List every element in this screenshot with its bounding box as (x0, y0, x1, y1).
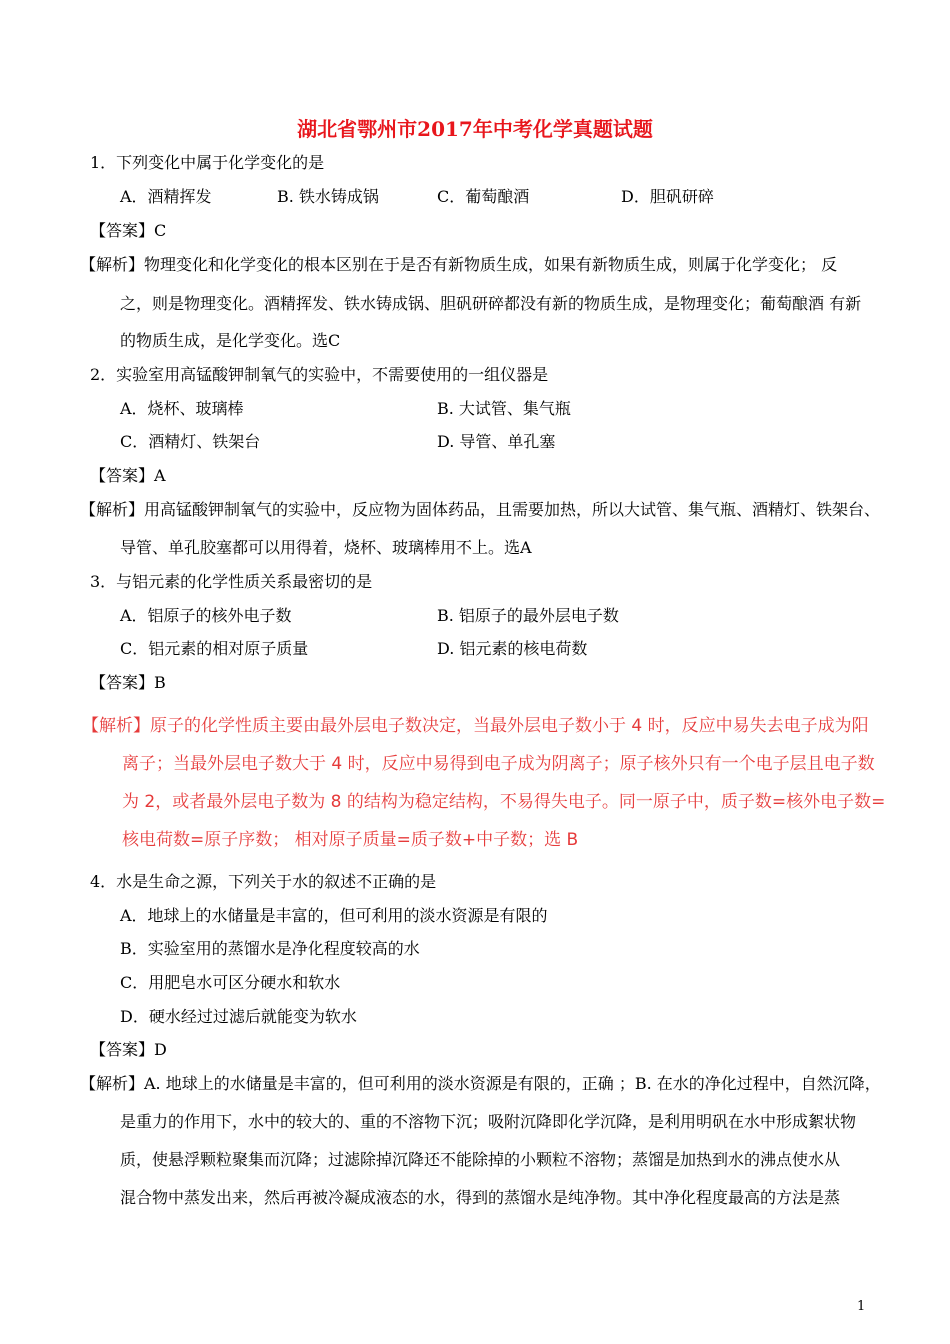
q3-option-d: D. 铝元素的核电荷数 (437, 639, 588, 658)
q3-analysis-line: 离子；当最外层电子数大于 4 时，反应中易得到电子成为阴离子；原子核外只有一个电子层且电子数 (122, 754, 875, 774)
q1-analysis-line: 【解析】物理变化和化学变化的根本区别在于是否有新物质生成，如果有新物质生成，则属于化学变化； 反 (80, 255, 838, 274)
q2-option-c: C．酒精灯、铁架台 (120, 432, 261, 451)
question-3-stem: 3．与铝元素的化学性质关系最密切的是 (90, 572, 373, 591)
q4-option-b: B．实验室用的蒸馏水是净化程度较高的水 (120, 939, 420, 958)
q3-answer: 【答案】B (90, 673, 166, 692)
q1-option-d: D．胆矾研碎 (621, 187, 714, 206)
page-number: 1 (857, 1299, 866, 1314)
q2-analysis-line: 导管、单孔胶塞都可以用得着，烧杯、玻璃棒用不上。选A (120, 538, 532, 557)
q4-analysis-line: 质，使悬浮颗粒聚集而沉降；过滤除掉沉降还不能除掉的小颗粒不溶物；蒸馏是加热到水的沸点使水从 (120, 1150, 841, 1169)
q3-option-b: B. 铝原子的最外层电子数 (437, 606, 619, 625)
page-title: 湖北省鄂州市2017年中考化学真题试题 (297, 117, 653, 141)
q4-option-a: A．地球上的水储量是丰富的，但可利用的淡水资源是有限的 (120, 906, 548, 925)
q4-analysis-line: 混合物中蒸发出来，然后再被冷凝成液态的水，得到的蒸馏水是纯净物。其中净化程度最高的方法是蒸 (120, 1188, 841, 1207)
q2-option-a: A．烧杯、玻璃棒 (120, 399, 244, 418)
q4-option-d: D．硬水经过过滤后就能变为软水 (120, 1007, 357, 1026)
q2-analysis-line: 【解析】用高锰酸钾制氧气的实验中，反应物为固体药品，且需要加热，所以大试管、集气瓶、酒精灯、铁架台、 (80, 500, 881, 519)
q2-option-d: D. 导管、单孔塞 (437, 432, 556, 451)
q4-answer: 【答案】D (90, 1040, 167, 1059)
q3-option-a: A．铝原子的核外电子数 (120, 606, 292, 625)
q3-analysis-line: 核电荷数=原子序数； 相对原子质量=质子数+中子数；选 B (122, 830, 579, 850)
q1-analysis-line: 之，则是物理变化。酒精挥发、铁水铸成锅、胆矾研碎都没有新的物质生成，是物理变化；葡萄酿酒 有新 (120, 294, 862, 313)
q1-analysis-line: 的物质生成，是化学变化。选C (120, 331, 341, 350)
question-2-stem: 2．实验室用高锰酸钾制氧气的实验中，不需要使用的一组仪器是 (90, 365, 549, 384)
question-1-stem: 1．下列变化中属于化学变化的是 (90, 153, 325, 172)
q3-analysis-line: 为 2，或者最外层电子数为 8 的结构为稳定结构，不易得失电子。同一原子中，质子数=核外电子数= (122, 792, 886, 812)
q3-option-c: C．铝元素的相对原子质量 (120, 639, 309, 658)
q4-analysis-line: 【解析】A. 地球上的水储量是丰富的，但可利用的淡水资源是有限的，正确 ；B. 在水的净化过程中，自然沉降， (80, 1074, 881, 1093)
q1-answer: 【答案】C (90, 221, 167, 240)
q2-answer: 【答案】A (90, 466, 166, 485)
question-4-stem: 4．水是生命之源，下列关于水的叙述不正确的是 (90, 872, 437, 891)
q1-option-a: A．酒精挥发 (120, 187, 212, 206)
q4-option-c: C．用肥皂水可区分硬水和软水 (120, 973, 341, 992)
q2-option-b: B. 大试管、集气瓶 (437, 399, 571, 418)
q1-option-c: C．葡萄酿酒 (437, 187, 530, 206)
q3-analysis-line: 【解析】原子的化学性质主要由最外层电子数决定，当最外层电子数小于 4 时，反应中易失去电子成为阳 (82, 716, 869, 736)
q1-option-b: B. 铁水铸成锅 (277, 187, 379, 206)
q4-analysis-line: 是重力的作用下，水中的较大的、重的不溶物下沉；吸附沉降即化学沉降，是利用明矾在水中形成絮状物 (120, 1112, 857, 1131)
